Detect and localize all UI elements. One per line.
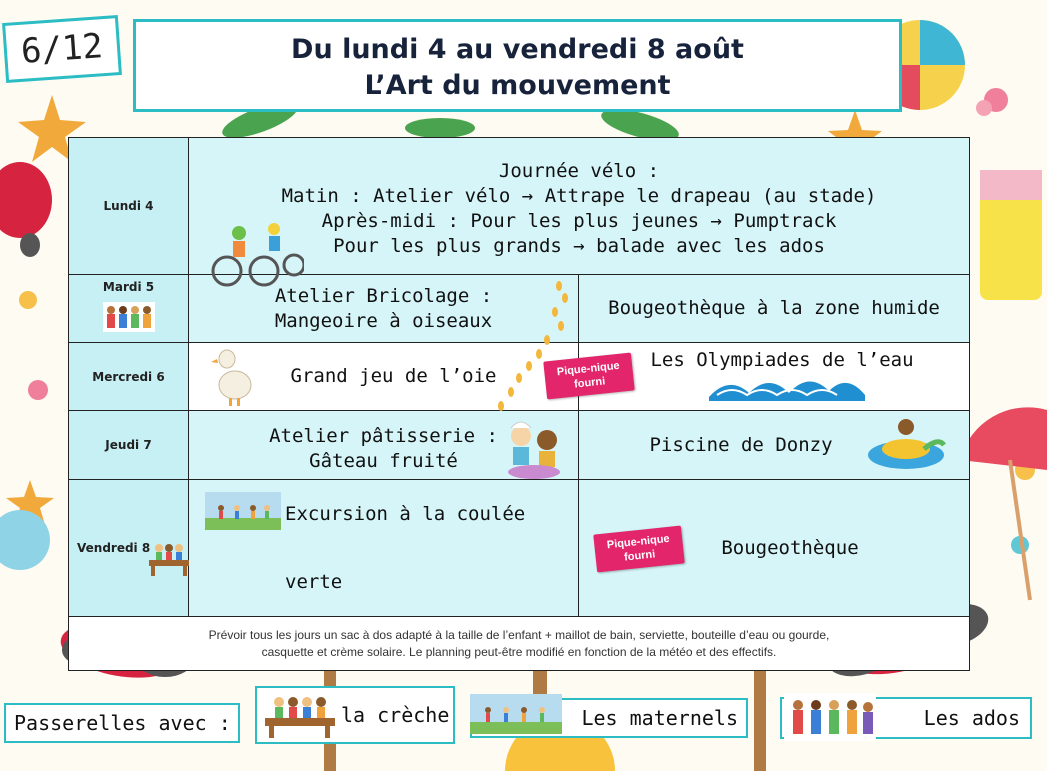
maternels-label: Les maternels bbox=[581, 706, 738, 730]
title-dates: Du lundi 4 au vendredi 8 août bbox=[291, 34, 744, 65]
activity-text: Bougeothèque à la zone humide bbox=[608, 297, 940, 319]
bridge-kids-icon bbox=[263, 690, 337, 740]
bridge-kids-icon bbox=[147, 540, 191, 578]
table-row bbox=[69, 138, 970, 275]
weekly-planning-table bbox=[68, 137, 970, 671]
activity-text: Mangeoire à oiseaux bbox=[274, 309, 493, 332]
passerelles-text: Passerelles avec : bbox=[14, 711, 231, 735]
activity-cell bbox=[189, 343, 621, 411]
day-label: Mercredi 6 bbox=[69, 343, 189, 411]
page-number-badge: 6/12 bbox=[2, 15, 122, 83]
day-label: Jeudi 7 bbox=[69, 411, 189, 480]
baking-kids-icon bbox=[501, 420, 567, 482]
activity-cell bbox=[579, 343, 970, 411]
day-cell bbox=[69, 275, 189, 343]
water-splash-icon bbox=[707, 373, 867, 401]
activity-cell bbox=[579, 480, 970, 617]
bicycle-kids-icon bbox=[209, 223, 304, 288]
activity-text: Gâteau fruité bbox=[309, 449, 458, 472]
activity-cell bbox=[189, 138, 970, 275]
note-cell bbox=[69, 617, 970, 671]
day-label: Vendredi 8 bbox=[77, 541, 151, 555]
title-theme: L’Art du mouvement bbox=[364, 70, 671, 101]
table-row bbox=[69, 617, 970, 671]
activity-text: Les Olympiades de l’eau bbox=[650, 348, 914, 371]
day-label: Mardi 5 bbox=[102, 280, 155, 294]
passerelles-label bbox=[4, 703, 240, 743]
activity-text: Bougeothèque bbox=[721, 537, 859, 559]
table-row bbox=[69, 343, 970, 411]
activity-text: Piscine de Donzy bbox=[649, 434, 833, 456]
ados-label: Les ados bbox=[923, 706, 1020, 730]
activity-cell bbox=[189, 275, 579, 343]
day-label: Lundi 4 bbox=[69, 138, 189, 275]
activity-cell bbox=[189, 411, 579, 480]
activity-text: Atelier Bricolage : bbox=[274, 284, 493, 307]
table-row bbox=[69, 480, 970, 617]
table-row bbox=[69, 275, 970, 343]
activity-text: Grand jeu de l’oie bbox=[290, 365, 497, 387]
ados-tag bbox=[780, 697, 1032, 739]
goose-icon bbox=[211, 345, 255, 407]
activity-text: Excursion à la coulée verte bbox=[285, 503, 526, 593]
nature-walk-icon bbox=[205, 492, 281, 530]
table-row bbox=[69, 411, 970, 480]
day-cell bbox=[69, 480, 189, 617]
activity-text: Pour les plus grands → balade avec les ados bbox=[333, 235, 825, 257]
activity-text: Atelier pâtisserie : bbox=[269, 424, 498, 447]
teens-group-icon bbox=[784, 693, 876, 741]
juice-glass-icon bbox=[980, 170, 1042, 300]
picnic-badge: Pique-nique fourni bbox=[543, 353, 634, 400]
activity-cell bbox=[579, 275, 970, 343]
swimming-ring-icon bbox=[866, 413, 948, 475]
title-box bbox=[133, 19, 902, 112]
activity-text: Journée vélo : bbox=[498, 160, 660, 182]
kids-group-icon bbox=[101, 298, 157, 334]
creche-tag bbox=[255, 686, 455, 744]
picnic-badge: Pique-nique fourni bbox=[593, 526, 684, 573]
activity-text: Après-midi : Pour les plus jeunes → Pumptrack bbox=[321, 210, 837, 232]
activity-cell bbox=[579, 411, 970, 480]
nature-walk-icon bbox=[470, 694, 562, 734]
note-text: Prévoir tous les jours un sac à dos adapté à la taille de l’enfant + maillot de bain, serviette, bouteille d’eau ou gourde, bbox=[208, 627, 830, 642]
maternels-tag bbox=[470, 698, 748, 738]
note-text: casquette et crème solaire. Le planning peut-être modifié en fonction de la météo et des effectifs. bbox=[261, 644, 777, 659]
creche-label: la crèche bbox=[341, 703, 450, 727]
activity-text: Matin : Atelier vélo → Attrape le drapeau (au stade) bbox=[281, 185, 877, 207]
activity-cell bbox=[189, 480, 579, 617]
